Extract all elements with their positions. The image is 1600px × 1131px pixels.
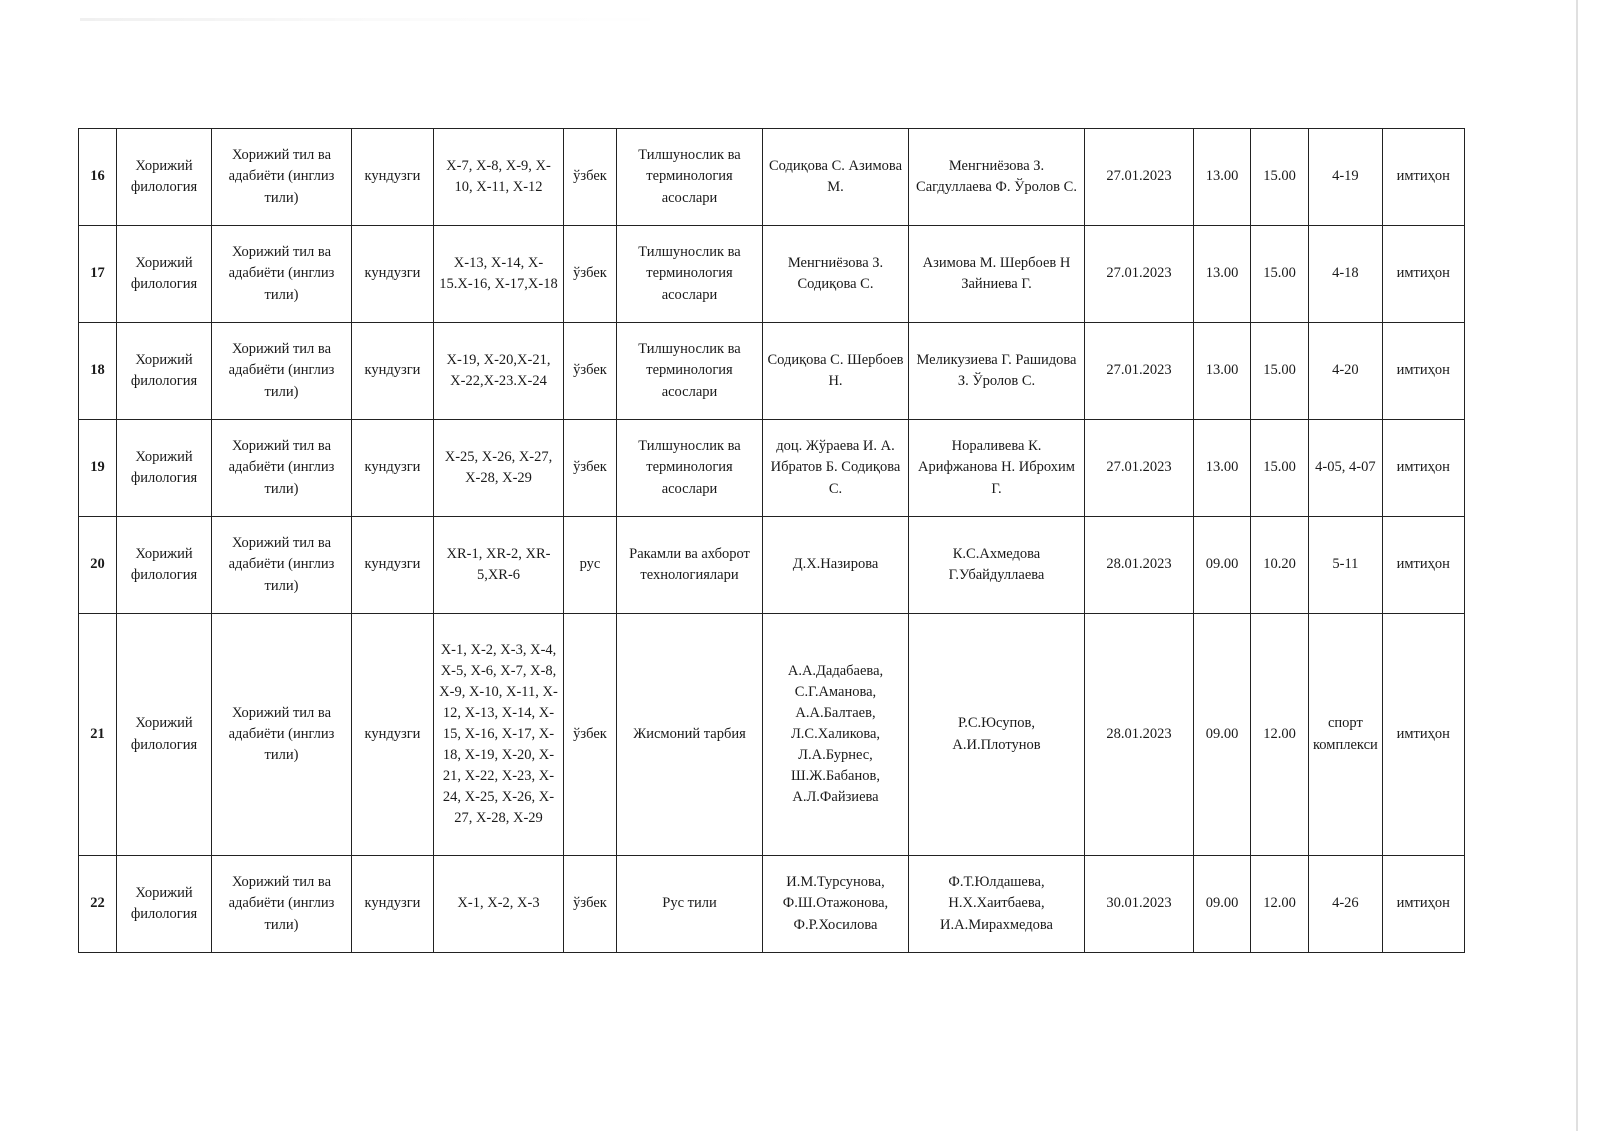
table-row	[79, 517, 1465, 614]
scan-edge	[1576, 0, 1578, 1131]
end-time-cell: 10.20	[1251, 517, 1309, 614]
language-cell: рус	[564, 517, 617, 614]
groups-cell: XR-1, XR-2, XR-5,XR-6	[434, 517, 564, 614]
examiners-cell: Р.С.Юсупов, А.И.Плотунов	[909, 614, 1085, 856]
teachers-cell: Содиқова С. Шербоев Н.	[763, 323, 909, 420]
start-time-cell: 13.00	[1194, 323, 1251, 420]
faculty-cell: Хорижий филология	[117, 129, 212, 226]
end-time-cell: 15.00	[1251, 226, 1309, 323]
faculty-cell: Хорижий филология	[117, 517, 212, 614]
row-number: 20	[79, 517, 117, 614]
faculty-cell: Хорижий филология	[117, 323, 212, 420]
language-cell: ўзбек	[564, 323, 617, 420]
language-cell: ўзбек	[564, 420, 617, 517]
end-time-cell: 12.00	[1251, 614, 1309, 856]
room-cell: 4-19	[1309, 129, 1383, 226]
row-number: 21	[79, 614, 117, 856]
start-time-cell: 13.00	[1194, 420, 1251, 517]
groups-cell: X-7, X-8, X-9, X-10, X-11, X-12	[434, 129, 564, 226]
study-form-cell: кундузги	[352, 323, 434, 420]
assessment-type-cell: имтиҳон	[1382, 226, 1464, 323]
assessment-type-cell: имтиҳон	[1382, 856, 1464, 953]
faculty-cell: Хорижий филология	[117, 614, 212, 856]
row-number: 18	[79, 323, 117, 420]
assessment-type-cell: имтиҳон	[1382, 420, 1464, 517]
teachers-cell: Содиқова С. Азимова М.	[763, 129, 909, 226]
examiners-cell: Нораливева К. Арифжанова Н. Иброхим Г.	[909, 420, 1085, 517]
faculty-cell: Хорижий филология	[117, 420, 212, 517]
start-time-cell: 13.00	[1194, 226, 1251, 323]
room-cell: 4-26	[1309, 856, 1383, 953]
subject-cell: Рус тили	[617, 856, 763, 953]
assessment-type-cell: имтиҳон	[1382, 517, 1464, 614]
end-time-cell: 12.00	[1251, 856, 1309, 953]
table-row	[79, 856, 1465, 953]
specialty-cell: Хорижий тил ва адабиёти (инглиз тили)	[212, 323, 352, 420]
groups-cell: X-13, X-14, X-15.X-16, X-17,X-18	[434, 226, 564, 323]
date-cell: 27.01.2023	[1085, 323, 1194, 420]
subject-cell: Тилшунослик ва терминология асослари	[617, 420, 763, 517]
faculty-cell: Хорижий филология	[117, 226, 212, 323]
date-cell: 30.01.2023	[1085, 856, 1194, 953]
study-form-cell: кундузги	[352, 614, 434, 856]
teachers-cell: А.А.Дадабаева, С.Г.Аманова, А.А.Балтаев, Л.С.Халикова, Л.А.Бурнес, Ш.Ж.Бабанов, А.Л.Файзиева	[763, 614, 909, 856]
end-time-cell: 15.00	[1251, 420, 1309, 517]
examiners-cell: Меликузиева Г. Рашидова З. Ўролов С.	[909, 323, 1085, 420]
table-body	[79, 129, 1465, 953]
room-cell: 5-11	[1309, 517, 1383, 614]
examiners-cell: Менгниёзова З. Сагдуллаева Ф. Ўролов С.	[909, 129, 1085, 226]
subject-cell: Тилшунослик ва терминология асослари	[617, 129, 763, 226]
study-form-cell: кундузги	[352, 420, 434, 517]
date-cell: 28.01.2023	[1085, 614, 1194, 856]
faculty-cell: Хорижий филология	[117, 856, 212, 953]
start-time-cell: 09.00	[1194, 856, 1251, 953]
subject-cell: Тилшунослик ва терминология асослари	[617, 323, 763, 420]
teachers-cell: доц. Жўраева И. А. Ибратов Б. Содиқова С.	[763, 420, 909, 517]
specialty-cell: Хорижий тил ва адабиёти (инглиз тили)	[212, 420, 352, 517]
study-form-cell: кундузги	[352, 517, 434, 614]
specialty-cell: Хорижий тил ва адабиёти (инглиз тили)	[212, 856, 352, 953]
scan-artifact	[80, 18, 680, 21]
groups-cell: X-19, X-20,X-21, X-22,X-23.X-24	[434, 323, 564, 420]
table-row	[79, 129, 1465, 226]
date-cell: 27.01.2023	[1085, 226, 1194, 323]
start-time-cell: 13.00	[1194, 129, 1251, 226]
assessment-type-cell: имтиҳон	[1382, 323, 1464, 420]
row-number: 16	[79, 129, 117, 226]
examiners-cell: К.С.Ахмедова Г.Убайдуллаева	[909, 517, 1085, 614]
table-row	[79, 323, 1465, 420]
teachers-cell: Д.Х.Назирова	[763, 517, 909, 614]
subject-cell: Ракамли ва ахборот технологиялари	[617, 517, 763, 614]
language-cell: ўзбек	[564, 226, 617, 323]
study-form-cell: кундузги	[352, 856, 434, 953]
row-number: 19	[79, 420, 117, 517]
specialty-cell: Хорижий тил ва адабиёти (инглиз тили)	[212, 226, 352, 323]
examiners-cell: Ф.Т.Юлдашева, Н.Х.Хаитбаева, И.А.Мирахмедова	[909, 856, 1085, 953]
end-time-cell: 15.00	[1251, 129, 1309, 226]
specialty-cell: Хорижий тил ва адабиёти (инглиз тили)	[212, 129, 352, 226]
table-row	[79, 226, 1465, 323]
groups-cell: X-25, X-26, X-27, X-28, X-29	[434, 420, 564, 517]
study-form-cell: кундузги	[352, 226, 434, 323]
examiners-cell: Азимова М. Шербоев Н Зайниева Г.	[909, 226, 1085, 323]
table-row	[79, 614, 1465, 856]
groups-cell: X-1, X-2, X-3, X-4, X-5, X-6, X-7, X-8, X-9, X-10, X-11, X-12, X-13, X-14, X-15, X-16, X-17, X-18, X-19, X-20, X-21, X-22, X-23, X-24, X-25, X-26, X-27, X-28, X-29	[434, 614, 564, 856]
groups-cell: X-1, X-2, X-3	[434, 856, 564, 953]
room-cell: 4-20	[1309, 323, 1383, 420]
language-cell: ўзбек	[564, 614, 617, 856]
room-cell: 4-18	[1309, 226, 1383, 323]
study-form-cell: кундузги	[352, 129, 434, 226]
date-cell: 28.01.2023	[1085, 517, 1194, 614]
language-cell: ўзбек	[564, 856, 617, 953]
date-cell: 27.01.2023	[1085, 420, 1194, 517]
specialty-cell: Хорижий тил ва адабиёти (инглиз тили)	[212, 517, 352, 614]
start-time-cell: 09.00	[1194, 517, 1251, 614]
specialty-cell: Хорижий тил ва адабиёти (инглиз тили)	[212, 614, 352, 856]
teachers-cell: И.М.Турсунова, Ф.Ш.Отажонова, Ф.Р.Хосилова	[763, 856, 909, 953]
assessment-type-cell: имтиҳон	[1382, 614, 1464, 856]
date-cell: 27.01.2023	[1085, 129, 1194, 226]
teachers-cell: Менгниёзова З. Содиқова С.	[763, 226, 909, 323]
language-cell: ўзбек	[564, 129, 617, 226]
start-time-cell: 09.00	[1194, 614, 1251, 856]
room-cell: спорт комплекси	[1309, 614, 1383, 856]
room-cell: 4-05, 4-07	[1309, 420, 1383, 517]
row-number: 22	[79, 856, 117, 953]
end-time-cell: 15.00	[1251, 323, 1309, 420]
assessment-type-cell: имтиҳон	[1382, 129, 1464, 226]
row-number: 17	[79, 226, 117, 323]
exam-schedule-table	[78, 128, 1465, 953]
table-row	[79, 420, 1465, 517]
subject-cell: Жисмоний тарбия	[617, 614, 763, 856]
subject-cell: Тилшунослик ва терминология асослари	[617, 226, 763, 323]
